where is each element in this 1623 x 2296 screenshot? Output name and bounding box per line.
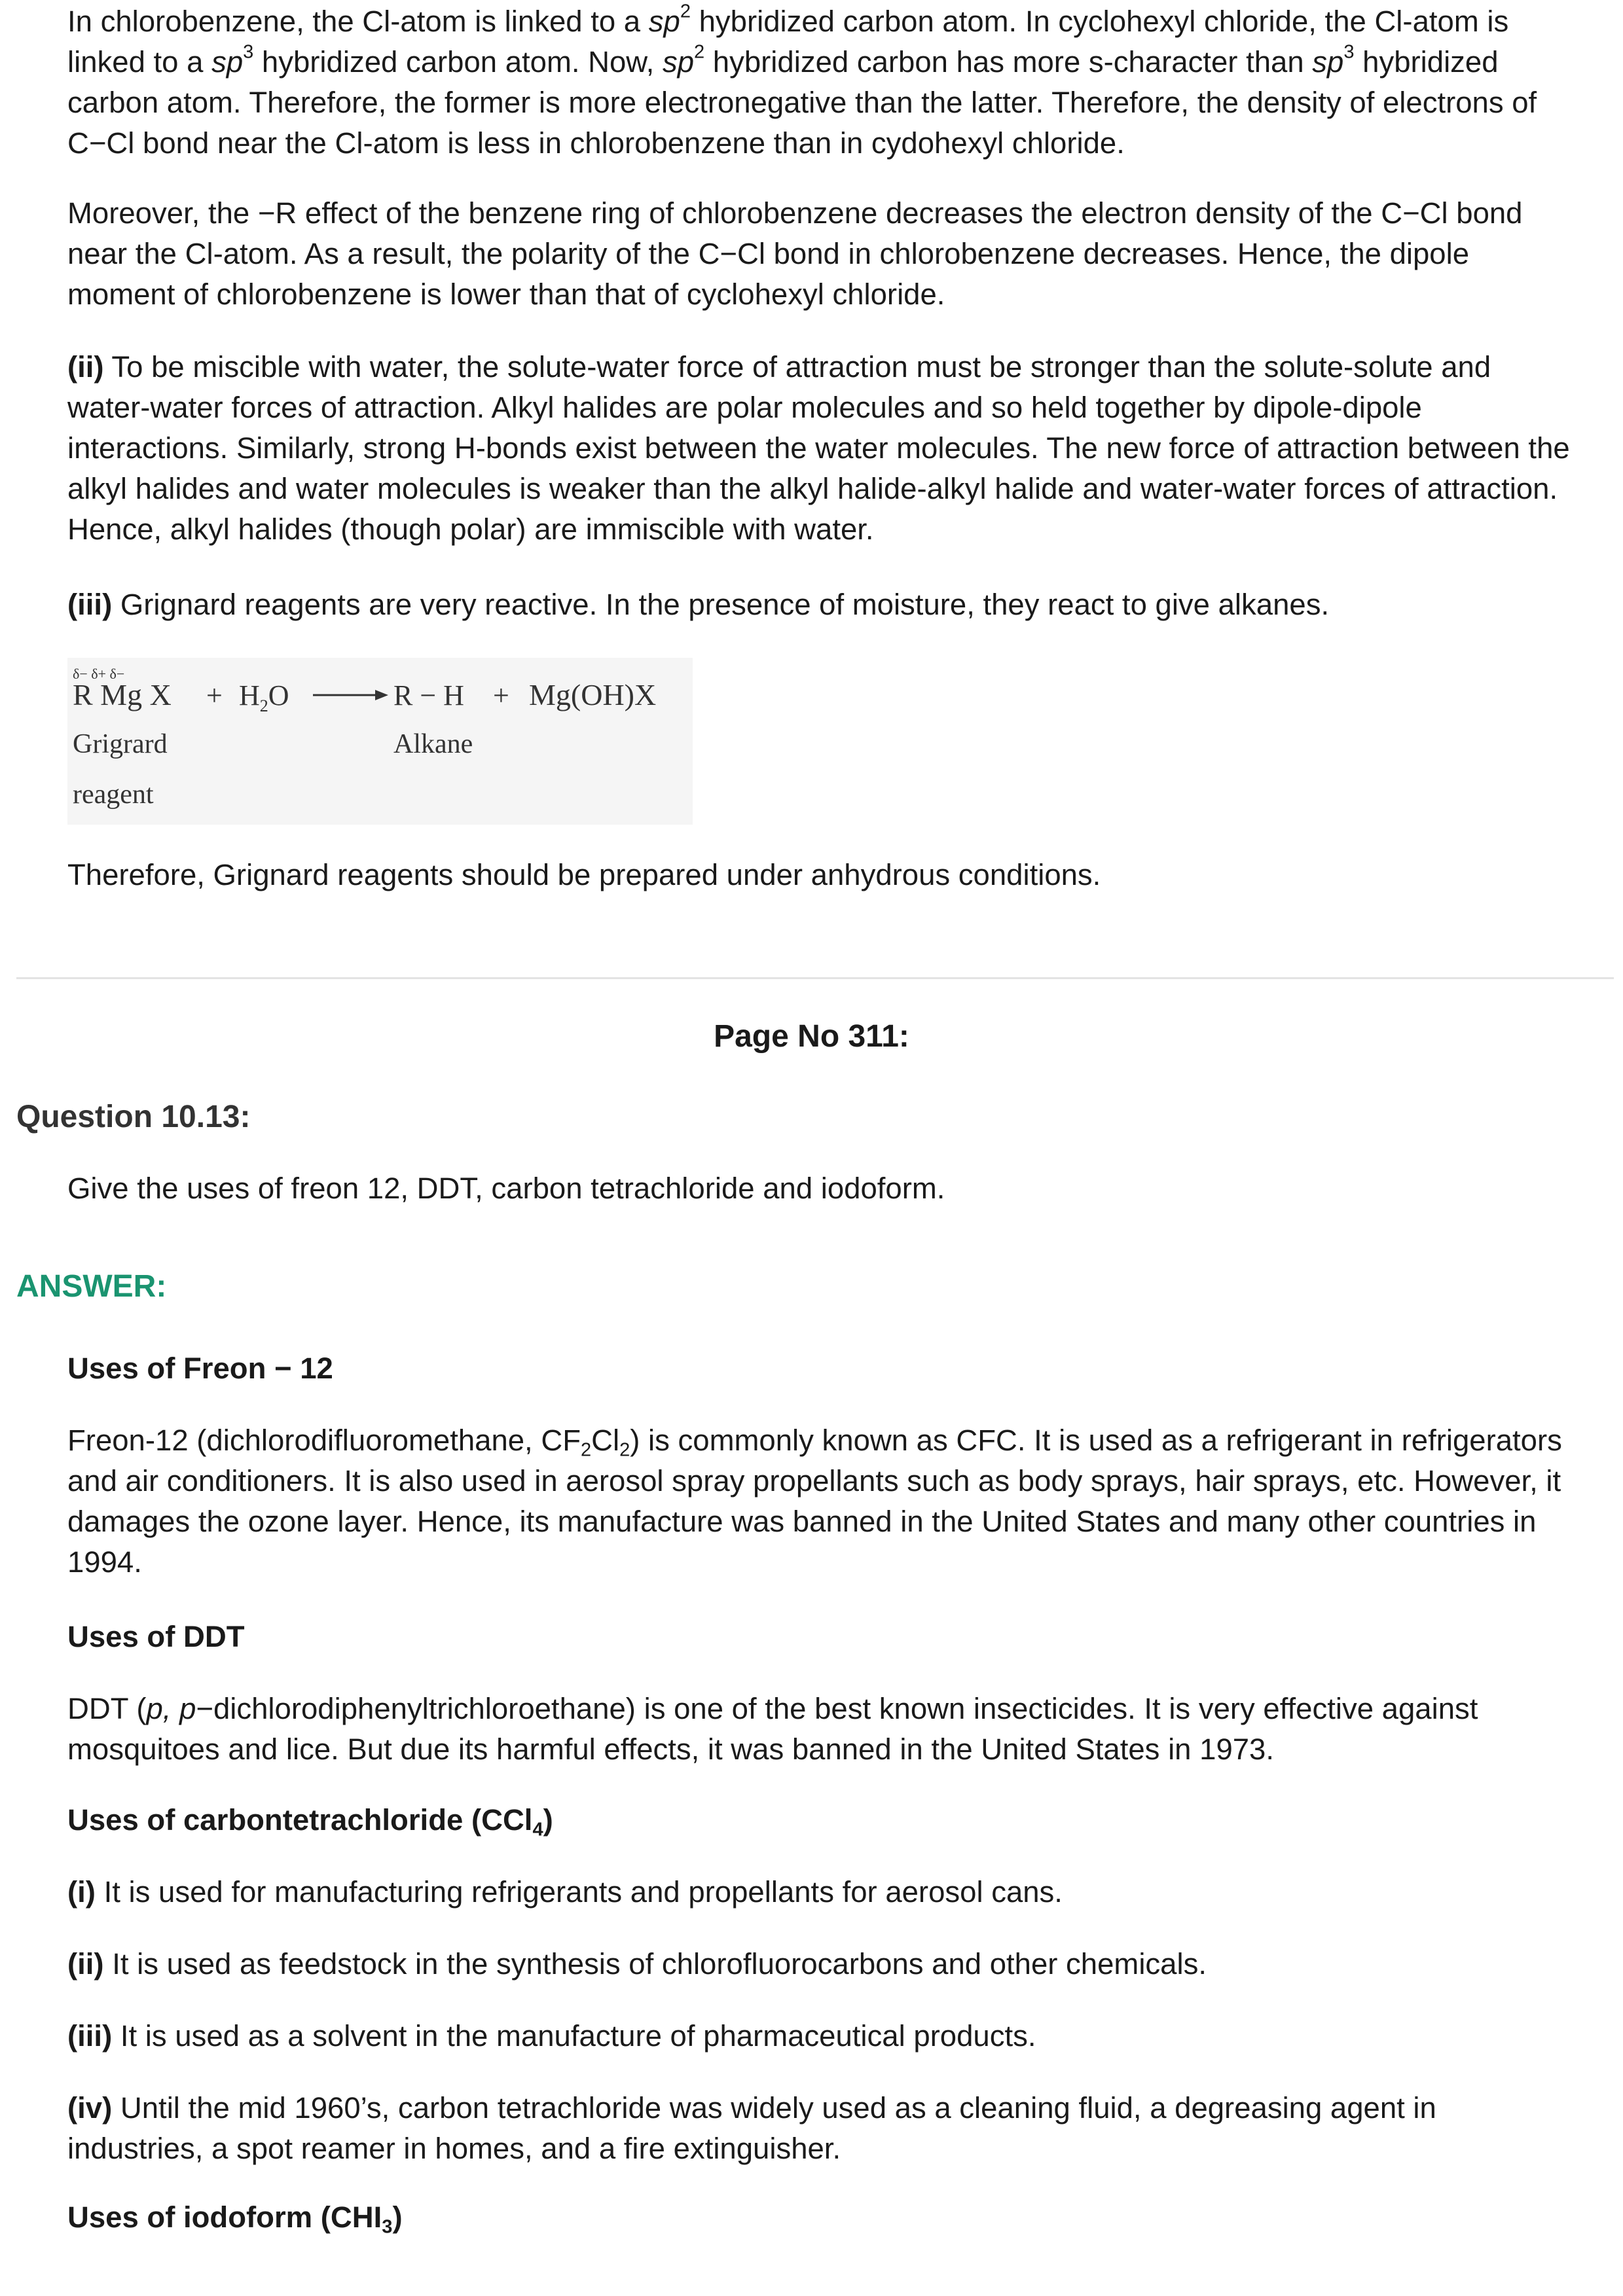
product-magnesium-formula: Mg(OH)X [529, 678, 657, 711]
question-text: Give the uses of freon 12, DDT, carbon tetrachloride and iodoform. [67, 1172, 945, 1205]
paragraph-grignard: (iii) Grignard reagents are very reactive. In the presence of moisture, they react to give alkanes. [67, 588, 1330, 621]
paragraph-dipole-moment: Moreover, the −R effect of the benzene ring of chlorobenzene decreases the electron density of the C−Cl bond near the Cl-atom. As a result, the polarity of the C−Cl bond in chlorobenzene decreases. Hence, the dipole moment of chlorobenzene is lower than that of cyclohexyl chloride. [67, 196, 1523, 311]
reactant-formula: R Mg X [73, 678, 172, 711]
ccl4-use-3: (iii) It is used as a solvent in the manufacture of pharmaceutical products. [67, 2019, 1036, 2053]
paragraph-anhydrous: Therefore, Grignard reagents should be prepared under anhydrous conditions. [67, 858, 1101, 891]
paragraph-freon: Freon-12 (dichlorodifluoromethane, $CF_2Cl_2$) is commonly known as CFC. It is used as a refrigerant in refrigerators and air conditioners. It is also used in aerosol spray propellants such as body sprays, hair sprays, etc. However, it damages the ozone layer. Hence, its manufacture was banned in the United States and many other countries in 1994. [67, 1424, 1562, 1579]
ccl4-use-4: (iv) Until the mid 1960’s, carbon tetrachloride was widely used as a cleaning fluid, a degreasing agent in industries, a spot reamer in homes, and a fire extinguisher. [67, 2091, 1436, 2165]
heading-iodoform: Uses of iodoform $(CHI_3)$ [67, 2200, 403, 2238]
partial-charges: δ− δ+ δ− [73, 666, 125, 682]
plus-sign-2: + [493, 679, 509, 711]
reaction-arrow-head [375, 690, 388, 700]
reactant-name-line1: Grigrard [73, 729, 168, 759]
heading-ddt: Uses of DDT [67, 1620, 245, 1653]
ccl4-use-1: (i) It is used for manufacturing refrigerants and propellants for aerosol cans. [67, 1875, 1063, 1909]
paragraph-hybridization: In chlorobenzene, the Cl-atom is linked to a $sp^2$ hybridized carbon atom. In cyclohexyl chloride, the Cl-atom is linked to a $sp^3$ hybridized carbon atom. Now, $sp^2$ hybridized carbon has more s-character than $sp^3$ hybridized carbon atom. Therefore, the former is more electronegative than the latter. Therefore, the density of electrons of C−Cl bond near the Cl-atom is less in chlorobenzene than in cydohexyl chloride. [67, 1, 1537, 160]
answer-label: ANSWER: [16, 1269, 167, 1304]
heading-freon: Uses of Freon − 12 [67, 1352, 333, 1385]
question-title: Question 10.13: [16, 1100, 251, 1134]
section-divider [16, 977, 1614, 979]
plus-sign: + [206, 679, 223, 711]
heading-ccl4: Uses of carbontetrachloride (CCl$_4$) [67, 1803, 553, 1840]
reactant-name-line2: reagent [73, 780, 154, 810]
product-name: Alkane [393, 729, 473, 759]
page-number-heading: Page No 311: [714, 1019, 909, 1054]
ccl4-use-2: (ii) It is used as feedstock in the synthesis of chlorofluorocarbons and other chemicals. [67, 1947, 1207, 1981]
grignard-reaction-equation [67, 658, 693, 825]
water-formula: $H_2O$ [239, 679, 289, 715]
paragraph-miscibility: (ii) To be miscible with water, the solute-water force of attraction must be stronger than the solute-solute and water-water forces of attraction. Alkyl halides are polar molecules and so held together by dipole-dipole interactions. Similarly, strong H-bonds exist between the water molecules. The new force of attraction between the alkyl halides and water molecules is weaker than the alkyl halide-alkyl halide and water-water forces of attraction. Hence, alkyl halides (though polar) are immiscible with water. [67, 350, 1570, 546]
product-alkane-formula: R − H [393, 679, 464, 711]
paragraph-ddt: DDT (p, p−dichlorodiphenyltrichloroethane) is one of the best known insecticides. It is very effective against mosquitoes and lice. But due its harmful effects, it was banned in the United States in 1973. [67, 1692, 1478, 1766]
